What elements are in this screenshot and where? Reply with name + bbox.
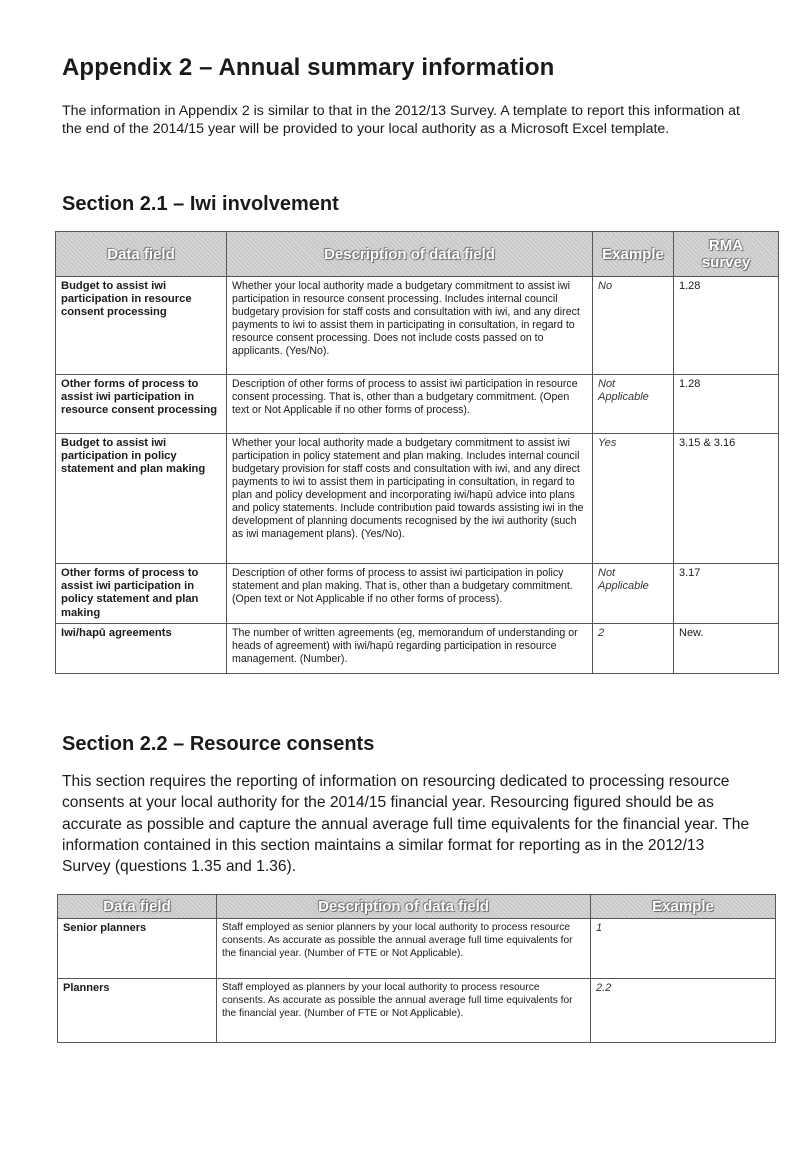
- resource-consents-table: [57, 894, 776, 1043]
- header-example: Example: [593, 232, 674, 277]
- data-field-cell: Budget to assist iwi participation in policy statement and plan making: [56, 434, 227, 564]
- rma-survey-cell: New.: [674, 623, 779, 673]
- data-field-cell: Senior planners: [58, 919, 217, 979]
- data-field-cell: Other forms of process to assist iwi participation in resource consent processing: [56, 375, 227, 434]
- rma-survey-cell: 1.28: [674, 277, 779, 375]
- header-rma-survey: RMA survey: [674, 232, 779, 277]
- data-field-cell: Iwi/hapū agreements: [56, 623, 227, 673]
- iwi-involvement-table: [55, 231, 779, 674]
- example-cell: 2: [593, 623, 674, 673]
- header-data-field: Data field: [56, 232, 227, 277]
- table-row: [58, 919, 776, 979]
- description-cell: Whether your local authority made a budgetary commitment to assist iwi participation in policy statement and plan making. Includes internal council budgetary provision for staff costs and consultation with iwi, and any direct payments to iwi to assist them in participating in consultation, in regard to plan and policy development and incorporating iwi/hapū advice into plans and policy statements. Include contribution paid towards assisting iwi in the development of planning documents recognised by the iwi authority (such as iwi management plans). (Yes/No).: [227, 434, 593, 564]
- page-title: Appendix 2 – Annual summary information: [62, 54, 555, 81]
- description-cell: Whether your local authority made a budgetary commitment to assist iwi participation in resource consent processing. Includes internal council budgetary provision for staff costs and consultation with iwi, and any direct payments to iwi to assist them in participating in consultation, in regard to resource consent processing. Does not include costs passed on to applicants. (Yes/No).: [227, 277, 593, 375]
- table-header-row: [56, 232, 779, 277]
- description-cell: Staff employed as planners by your local authority to process resource consents. As accurate as possible the annual average full time equivalents for the financial year. (Number of FTE or Not Applicable).: [217, 979, 591, 1043]
- section-2-1-title: Section 2.1 – Iwi involvement: [62, 193, 339, 215]
- example-cell: Not Applicable: [593, 375, 674, 434]
- header-example: Example: [591, 895, 776, 919]
- table-row: [56, 434, 779, 564]
- data-field-cell: Planners: [58, 979, 217, 1043]
- description-cell: The number of written agreements (eg, memorandum of understanding or heads of agreement) with iwi/hapū regarding participation in resource management. (Number).: [227, 623, 593, 673]
- section-2-2-title: Section 2.2 – Resource consents: [62, 733, 375, 755]
- example-cell: 1: [591, 919, 776, 979]
- example-cell: Not Applicable: [593, 564, 674, 624]
- header-description: Description of data field: [217, 895, 591, 919]
- description-cell: Staff employed as senior planners by your local authority to process resource consents. As accurate as possible the annual average full time equivalents for the financial year. (Number of FTE or Not Applicable).: [217, 919, 591, 979]
- section-2-2-intro: This section requires the reporting of information on resourcing dedicated to processing resource consents at your local authority for the 2014/15 financial year. Resourcing figured should be as accurate as possible and capture the annual average full time equivalents for the financial year. The information contained in this section maintains a similar format for reporting as in the 2012/13 Survey (questions 1.35 and 1.36).: [62, 773, 750, 876]
- header-data-field: Data field: [58, 895, 217, 919]
- rma-survey-cell: 3.15 & 3.16: [674, 434, 779, 564]
- table-row: [56, 623, 779, 673]
- table-row: [58, 979, 776, 1043]
- description-cell: Description of other forms of process to assist iwi participation in policy statement and plan making. That is, other than a budgetary commitment. (Open text or Not Applicable if no other forms of process).: [227, 564, 593, 624]
- example-cell: Yes: [593, 434, 674, 564]
- data-field-cell: Other forms of process to assist iwi participation in policy statement and plan making: [56, 564, 227, 624]
- table-row: [56, 375, 779, 434]
- table-row: [56, 564, 779, 624]
- description-cell: Description of other forms of process to assist iwi participation in resource consent processing. That is, other than a budgetary commitment. (Open text or Not Applicable if no other forms of process).: [227, 375, 593, 434]
- example-cell: No: [593, 277, 674, 375]
- data-field-cell: Budget to assist iwi participation in resource consent processing: [56, 277, 227, 375]
- table-header-row: [58, 895, 776, 919]
- intro-paragraph: The information in Appendix 2 is similar to that in the 2012/13 Survey. A template to report this information at the end of the 2014/15 year will be provided to your local authority as a Microsoft Excel template.: [62, 103, 740, 137]
- rma-survey-cell: 3.17: [674, 564, 779, 624]
- header-description: Description of data field: [227, 232, 593, 277]
- table-row: [56, 277, 779, 375]
- example-cell: 2.2: [591, 979, 776, 1043]
- rma-survey-cell: 1.28: [674, 375, 779, 434]
